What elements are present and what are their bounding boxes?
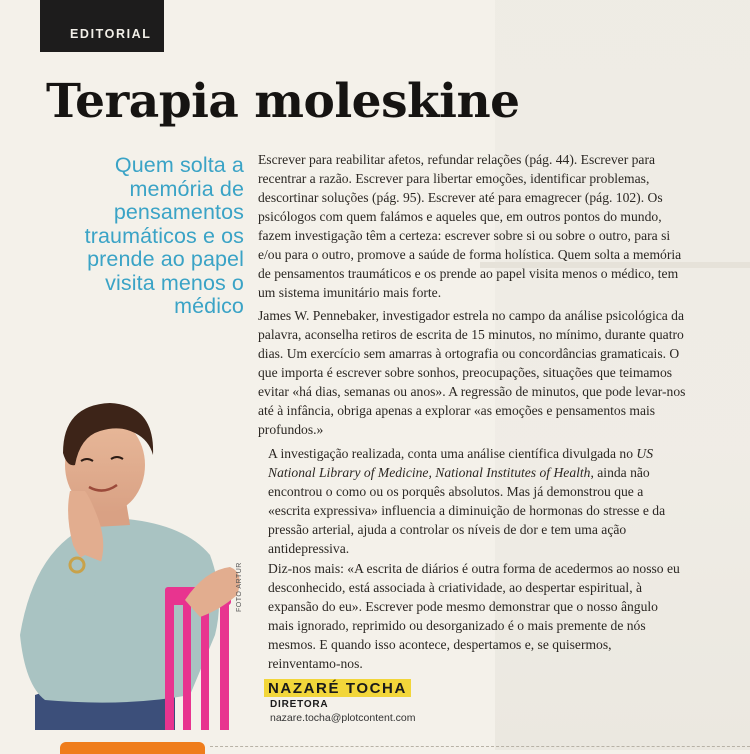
bottom-divider bbox=[210, 746, 750, 747]
body-column-bottom bbox=[268, 444, 683, 674]
author-name: NAZARÉ TOCHA bbox=[264, 679, 411, 697]
author-photo bbox=[15, 395, 250, 730]
body-paragraph: James W. Pennebaker, investigador estrela no campo da análise psicológica da palavra, aconselha retiros de escrita de 15 minutos, no mínimo, durante quatro dias. Um exercício sem amarras à ortografia ou concordâncias gramaticais. O que importa é escrever sobre sonhos, preocupações, situações que teimamos evitar «há dias, semanas ou anos». A regressão de minutos, que pode levar-nos até à infância, obriga apenas a explorar «as emoções e pensamentos mais profundos.» bbox=[258, 308, 686, 437]
body-paragraph: Escrever para reabilitar afetos, refundar relações (pág. 44). Escrever para recentrar a razão. Escrever para libertar emoções, identificar problemas, descortinar soluções (pág. 95). Escrever até para emagrecer (pág. 102). Os psicólogos com quem falámos e aqueles que, em outros pontos do mundo, fazem investigação têm a certeza: escrever sobre si ou sobre o outro, para si e/ou para o outro, promove a saúde de forma holística. Quem solta a memória de pensamentos traumáticos e os prende ao papel visita menos o médico, tem um sistema imunitário mais forte. bbox=[258, 152, 682, 300]
headline: Terapia moleskine bbox=[46, 74, 520, 129]
nlm-after: , ainda não encontrou o como ou os porquês absolutos. Mas já demonstrou que a «escrita expressiva» influencia a diminuição de hormonas do stresse e da pressão arterial, ajuda a controlar os níveis de dor e tem uma ação antidepressiva. bbox=[268, 465, 666, 556]
chair-post bbox=[183, 605, 191, 730]
chair-post bbox=[220, 600, 229, 730]
section-tab-label: EDITORIAL bbox=[70, 27, 152, 41]
author-role: DIRETORA bbox=[270, 699, 329, 710]
body-column-top bbox=[258, 150, 696, 443]
chair-post bbox=[165, 600, 174, 730]
nlm-source: US National Library of Medicine, National Institutes of Health bbox=[268, 446, 654, 480]
nlm-before: A investigação realizada, conta uma análise científica divulgada no bbox=[268, 446, 637, 461]
body-paragraph-nlm bbox=[268, 444, 683, 558]
body-paragraph: Diz-nos mais: «A escrita de diários é outra forma de acedermos ao nosso eu desconhecido, está associada à criatividade, ao despertar espiritual, à expansão do eu». Escrever pode mesmo demonstrar que o nosso ângulo mais ignorado, reprimido ou desorganizado é o mais premente de nós mesmos. E quando isso acontece, despertamos e, se quisermos, reinventamo-nos. bbox=[268, 561, 680, 671]
photo-credit: FOTO ARTUR bbox=[236, 562, 243, 612]
section-tab bbox=[40, 0, 164, 52]
pull-quote: Quem solta a memória de pensamentos traumáticos e os prende ao papel visita menos o médico bbox=[84, 153, 244, 318]
chair-post bbox=[201, 605, 209, 730]
author-email[interactable]: nazare.tocha@plotcontent.com bbox=[270, 712, 416, 724]
bottom-orange-tab bbox=[60, 742, 205, 754]
